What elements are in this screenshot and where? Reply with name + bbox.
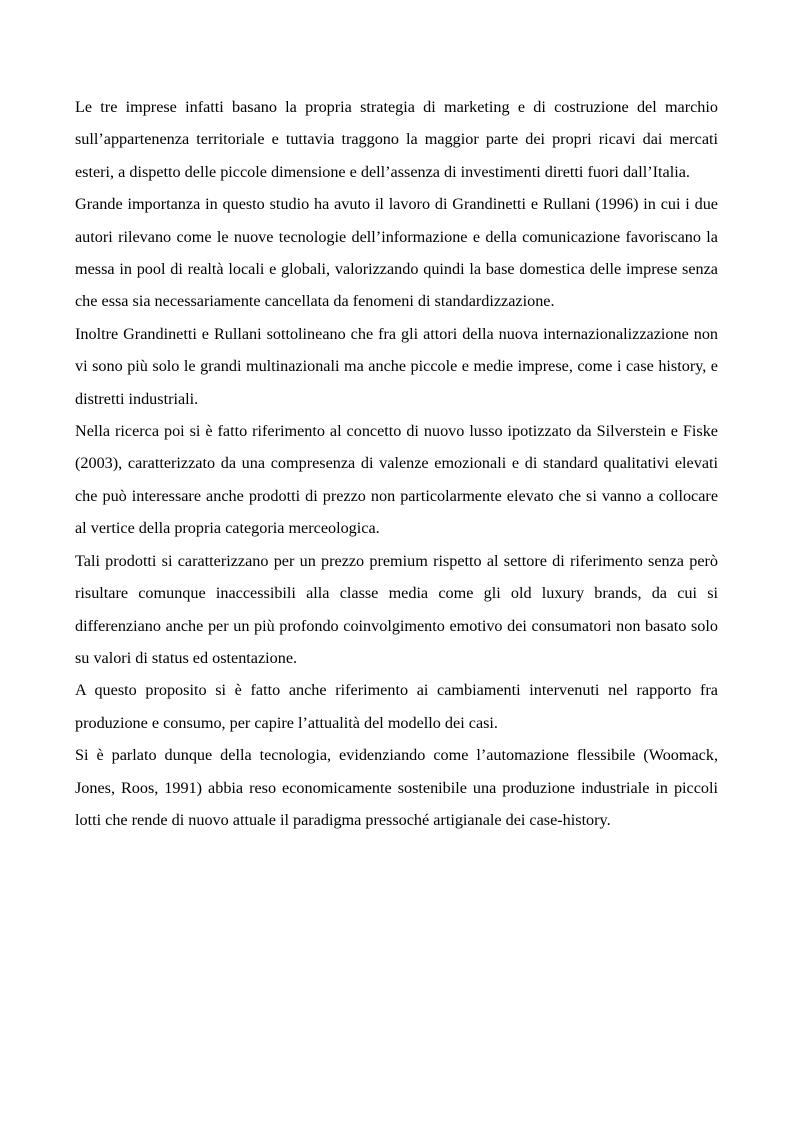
body-text <box>75 91 718 836</box>
paragraph-1: Le tre imprese infatti basano la propria strategia di marketing e di costruzione del marchio sull’appartenenza territoriale e tuttavia traggono la maggior parte dei propri ricavi dai mercati esteri, a dispetto delle piccole dimensione e dell’assenza di investimenti diretti fuori dall’Italia. <box>75 98 718 181</box>
paragraph-6: A questo proposito si è fatto anche riferimento ai cambiamenti intervenuti nel rapporto fra produzione e consumo, per capire l’attualità del modello dei casi. <box>75 681 718 732</box>
paragraph-7: Si è parlato dunque della tecnologia, evidenziando come l’automazione flessibile (Woomack, Jones, Roos, 1991) abbia reso economicamente sostenibile una produzione industriale in piccoli lotti che rende di nuovo attuale il paradigma pressoché artigianale dei case-history. <box>75 746 718 829</box>
paragraph-2: Grande importanza in questo studio ha avuto il lavoro di Grandinetti e Rullani (1996) in cui i due autori rilevano come le nuove tecnologie dell’informazione e della comunicazione favoriscano la messa in pool di realtà locali e globali, valorizzando quindi la base domestica delle imprese senza che essa sia necessariamente cancellata da fenomeni di standardizzazione. <box>75 195 718 311</box>
paragraph-3: Inoltre Grandinetti e Rullani sottolineano che fra gli attori della nuova internazionalizzazione non vi sono più solo le grandi multinazionali ma anche piccole e medie imprese, come i case history, e distretti industriali. <box>75 324 718 408</box>
paragraph-5: Tali prodotti si caratterizzano per un prezzo premium rispetto al settore di riferimento senza però risultare comunque inaccessibili alla classe media come gli old luxury brands, da cui si differenziano anche per un più profondo coinvolgimento emotivo dei consumatori non basato solo su valori di status ed ostentazione. <box>75 551 718 667</box>
paragraph-4: Nella ricerca poi si è fatto riferimento al concetto di nuovo lusso ipotizzato da Silverstein e Fiske (2003), caratterizzato da una compresenza di valenze emozionali e di standard qualitativi elevati che può interessare anche prodotti di prezzo non particolarmente elevato che si vanno a collocare al vertice della propria categoria merceologica. <box>75 422 718 538</box>
